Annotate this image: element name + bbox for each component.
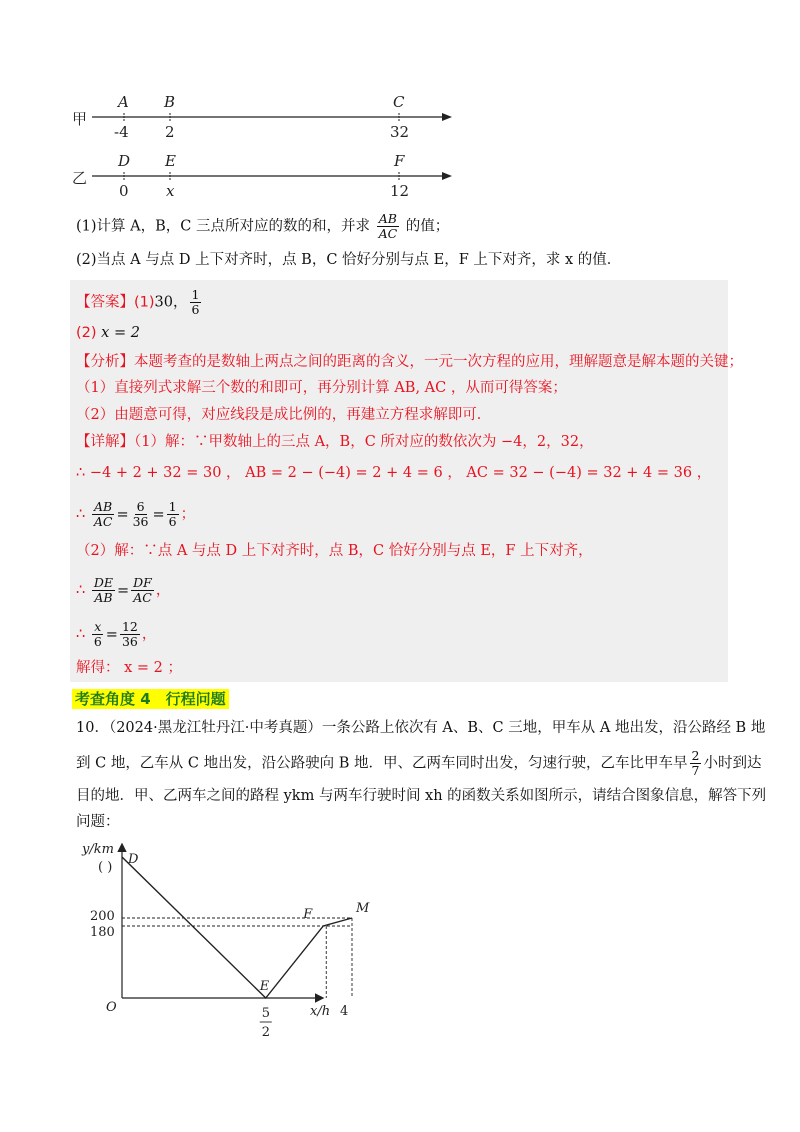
detail-line-3: ∴ $\frac{AB}{AC}$ = $\frac{6}{36}$ = $\frac{1}{6}$ ； [76, 499, 196, 529]
arrowhead-jia [442, 113, 452, 121]
analysis-line: 【分析】本题考查的是数轴上两点之间的距离的含义，一元一次方程的应用，理解题意是解本题的关键； [76, 354, 743, 370]
y-axis-label: y/km [82, 842, 114, 857]
point-label-F: F [303, 907, 313, 922]
x-axis-label: x/h [310, 1004, 331, 1019]
x-tick-den: 2 [261, 1025, 271, 1040]
problem10-line-2: 到 C 地，乙车从 C 地出发，沿公路驶向 B 地．甲、乙两车同时出发，匀速行驶，乙车比甲车早 $\frac{2}{7}$ 小时到达 [76, 748, 762, 778]
point-label-D: D [128, 852, 139, 867]
point-E-letter: E [165, 152, 176, 170]
distance-time-chart [60, 835, 370, 1045]
point-D-letter: D [118, 152, 131, 170]
answer-fraction: $\frac{1}{6}$ [191, 287, 200, 317]
graph-line [122, 857, 352, 998]
detail-line-7: 解得： x = 2 ； [76, 660, 182, 676]
answer-line-2: (2) x = 2 [76, 325, 140, 341]
point-label-M: M [356, 901, 370, 916]
q1-fraction: $\frac{AB}{AC}$ [378, 211, 398, 241]
point-A-letter: A [118, 93, 129, 111]
row-label-yi: 乙 [72, 169, 88, 187]
y-unknown-label: ( ) [98, 860, 113, 875]
question-1: (1)计算 A，B，C 三点所对应的数的和，并求 $\frac{AB}{AC}$ 的值； [76, 211, 450, 241]
analysis-2: （2）由题意可得，对应线段是成比例的，再建立方程求解即可． [76, 407, 492, 423]
point-F-letter: F [394, 152, 405, 170]
point-C-letter: C [393, 93, 405, 111]
problem10-line-3: 目的地．甲、乙两车之间的路程 ykm 与两车行驶时间 xh 的函数关系如图所示，请结合图象信息，解答下列 [76, 788, 767, 804]
answer-line-1: 【答案】(1)30， $\frac{1}{6}$ [76, 287, 200, 317]
point-E-value: x [166, 182, 175, 200]
problem10-fraction: $\frac{2}{7}$ [691, 748, 700, 778]
x-tick-4: 4 [340, 1004, 349, 1019]
point-C-value: 32 [390, 123, 410, 141]
y-tick-200: 200 [90, 909, 115, 924]
point-B-letter: B [164, 93, 176, 111]
number-line-figure [60, 90, 460, 200]
point-A-value: -4 [114, 123, 129, 141]
problem10-line-1: 10．（2024·黑龙江牡丹江·中考真题）一条公路上依次有 A、B、C 三地，甲车从 A 地出发，沿公路经 B 地 [76, 720, 766, 736]
point-D-value: 0 [119, 182, 129, 200]
row-label-jia: 甲 [72, 110, 88, 128]
point-B-value: 2 [165, 123, 175, 141]
arrowhead-yi [442, 172, 452, 180]
detail-line-5: ∴ $\frac{DE}{AB}$ = $\frac{DF}{AC}$ ， [76, 575, 171, 605]
section-title: 考查角度 4 行程问题 [72, 689, 229, 709]
point-label-E: E [259, 979, 270, 994]
problem10-line-4: 问题： [76, 814, 120, 830]
detail-line-4: （2）解：∵点 A 与点 D 上下对齐时，点 B，C 恰好分别与点 E，F 上下对齐， [76, 543, 593, 559]
detail-line-6: ∴ $\frac{x}{6}$ = $\frac{12}{36}$ ， [76, 619, 157, 649]
point-F-value: 12 [390, 182, 410, 200]
detail-line-1: 【详解】（1）解：∵甲数轴上的三点 A，B，C 所对应的数依次为 −4，2，32， [76, 434, 594, 450]
y-tick-180: 180 [90, 925, 115, 940]
detail-line-2: ∴ −4 + 2 + 32 = 30 ， AB = 2 − (−4) = 2 + 4 = 6 ， AC = 32 − (−4) = 32 + 4 = 36 ， [76, 465, 712, 481]
x-tick-num: 5 [261, 1006, 271, 1021]
origin-label: O [106, 1000, 117, 1015]
question-2: (2)当点 A 与点 D 上下对齐时，点 B，C 恰好分别与点 E，F 上下对齐，求 x 的值． [76, 252, 622, 268]
analysis-1: （1）直接列式求解三个数的和即可，再分别计算 AB, AC ，从而可得答案； [76, 380, 567, 396]
